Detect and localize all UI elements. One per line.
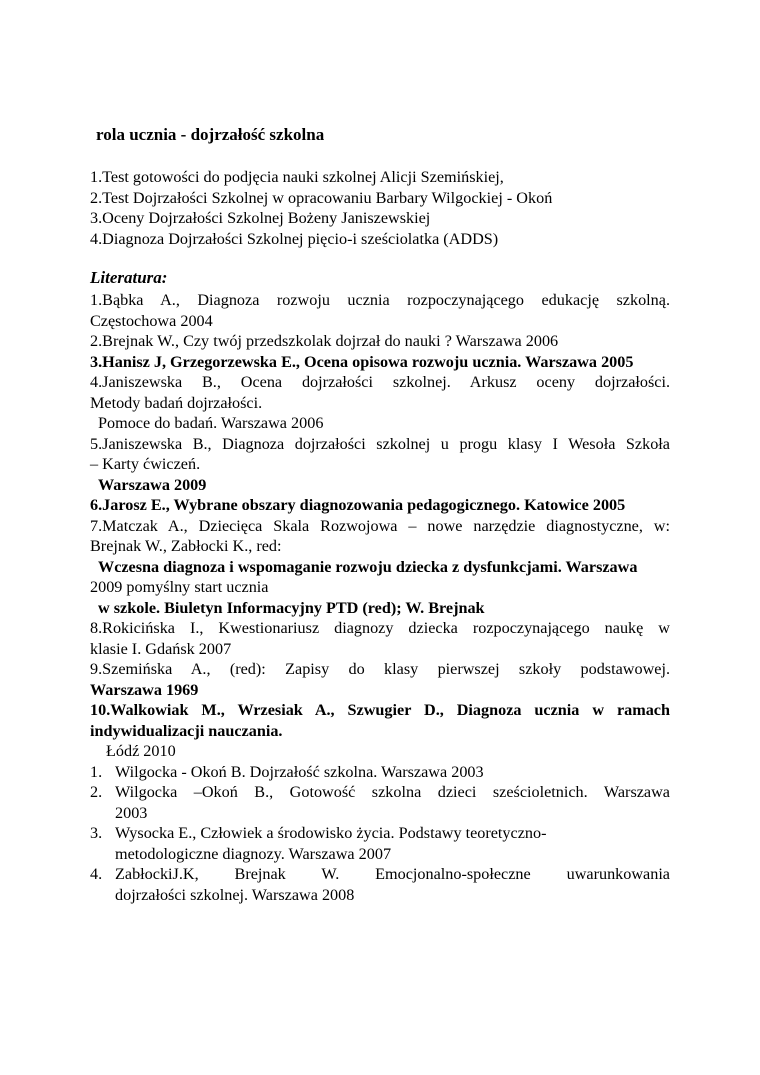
- list-item: [90, 864, 670, 905]
- list-item-line: [115, 844, 670, 865]
- list-item-line: dojrzałości szkolnej. Warszawa 2008: [115, 885, 355, 904]
- literature-entry-10-line-2: indywidualizacji nauczania.: [90, 721, 283, 740]
- literature-entry-6: 6.Jarosz E., Wybrane obszary diagnozowania pedagogicznego. Katowice 2005: [90, 496, 626, 514]
- list-number: 2.: [90, 783, 103, 801]
- list-item-line: Wilgocka - Okoń B. Dojrzałość szkolna. Warszawa 2003: [115, 762, 484, 781]
- literature-list: [90, 290, 670, 905]
- literature-heading: Literatura:: [90, 268, 168, 287]
- test-list: [90, 167, 670, 249]
- literature-entry-8-line-2: klasie I. Gdańsk 2007: [90, 639, 232, 658]
- literature-entry-1-line-2: Częstochowa 2004: [90, 311, 213, 330]
- literature-entry-5-line-3: Warszawa 2009: [98, 475, 207, 494]
- literature-entry-8-line-1: 8.Rokicińska I., Kwestionariusz diagnozy dziecka rozpoczynającego naukę w: [90, 619, 670, 637]
- literature-entry-3: 3.Hanisz J, Grzegorzewska E., Ocena opisowa rozwoju ucznia. Warszawa 2005: [90, 352, 634, 371]
- literature-entry-7-line-2: Brejnak W., Zabłocki K., red:: [90, 537, 282, 555]
- literature-entry-2: 2.Brejnak W., Czy twój przedszkolak dojrzał do nauki ? Warszawa 2006: [90, 332, 559, 350]
- list-item-line: Wilgocka –Okoń B., Gotowość szkolna dzieci sześcioletnich. Warszawa: [115, 783, 670, 801]
- list-item-line: Wysocka E., Człowiek a środowisko życia. Podstawy teoretyczno-: [115, 824, 547, 842]
- literature-entry-9-line-1: 9.Szemińska A., (red): Zapisy do klasy pierwszej szkoły podstawowej.: [90, 660, 670, 678]
- test-item: 4.Diagnoza Dojrzałości Szkolnej pięcio-i sześciolatka (ADDS): [90, 229, 499, 248]
- test-item: 3.Oceny Dojrzałości Szkolnej Bożeny Janiszewskiej: [90, 209, 431, 227]
- literature-entry-1-line-1: 1.Bąbka A., Diagnoza rozwoju ucznia rozpoczynającego edukację szkolną.: [90, 291, 670, 309]
- list-item: [90, 762, 670, 783]
- literature-entry-4-line-2: Metody badań dojrzałości.: [90, 393, 263, 412]
- test-item: 2.Test Dojrzałości Szkolnej w opracowaniu Barbary Wilgockiej - Okoń: [90, 188, 553, 207]
- list-item-line: ZabłockiJ.K, Brejnak W. Emocjonalno-społeczne uwarunkowania: [115, 865, 670, 883]
- numbered-list: [90, 762, 670, 906]
- list-item: [90, 823, 670, 864]
- literature-entry-5-line-2: – Karty ćwiczeń.: [90, 455, 201, 473]
- list-number: 4.: [90, 865, 103, 883]
- literature-entry-7-line-3: Wczesna diagnoza i wspomaganie rozwoju dziecka z dysfunkcjami. Warszawa: [98, 557, 638, 576]
- test-item: 1.Test gotowości do podjęcia nauki szkolnej Alicji Szemińskiej,: [90, 168, 504, 186]
- literature-entry-10-line-3: Łódź 2010: [106, 742, 176, 760]
- literature-entry-7-line-5: w szkole. Biuletyn Informacyjny PTD (red); W. Brejnak: [98, 598, 485, 617]
- literature-entry-4-line-3: Pomoce do badań. Warszawa 2006: [98, 414, 324, 432]
- literature-entry-7-line-1: 7.Matczak A., Dziecięca Skala Rozwojowa – nowe narzędzie diagnostyczne, w:: [90, 516, 670, 535]
- list-number: 1.: [90, 762, 103, 781]
- literature-entry-10-line-1: 10.Walkowiak M., Wrzesiak A., Szwugier D., Diagnoza ucznia w ramach: [90, 701, 670, 719]
- list-number: 3.: [90, 824, 103, 842]
- page-title: rola ucznia - dojrzałość szkolna: [96, 125, 325, 144]
- list-item-line-text: metodologiczne diagnozy. Warszawa 2007: [115, 844, 392, 863]
- literature-entry-4-line-1: 4.Janiszewska B., Ocena dojrzałości szkolnej. Arkusz oceny dojrzałości.: [90, 373, 670, 391]
- literature-entry-5-line-1: 5.Janiszewska B., Diagnoza dojrzałości szkolnej u progu klasy I Wesoła Szkoła: [90, 434, 670, 453]
- list-item: [90, 782, 670, 823]
- literature-entry-9-line-2: Warszawa 1969: [90, 680, 199, 699]
- literature-entry-7-line-4: 2009 pomyślny start ucznia: [90, 578, 269, 596]
- list-item-line: 2003: [115, 803, 148, 822]
